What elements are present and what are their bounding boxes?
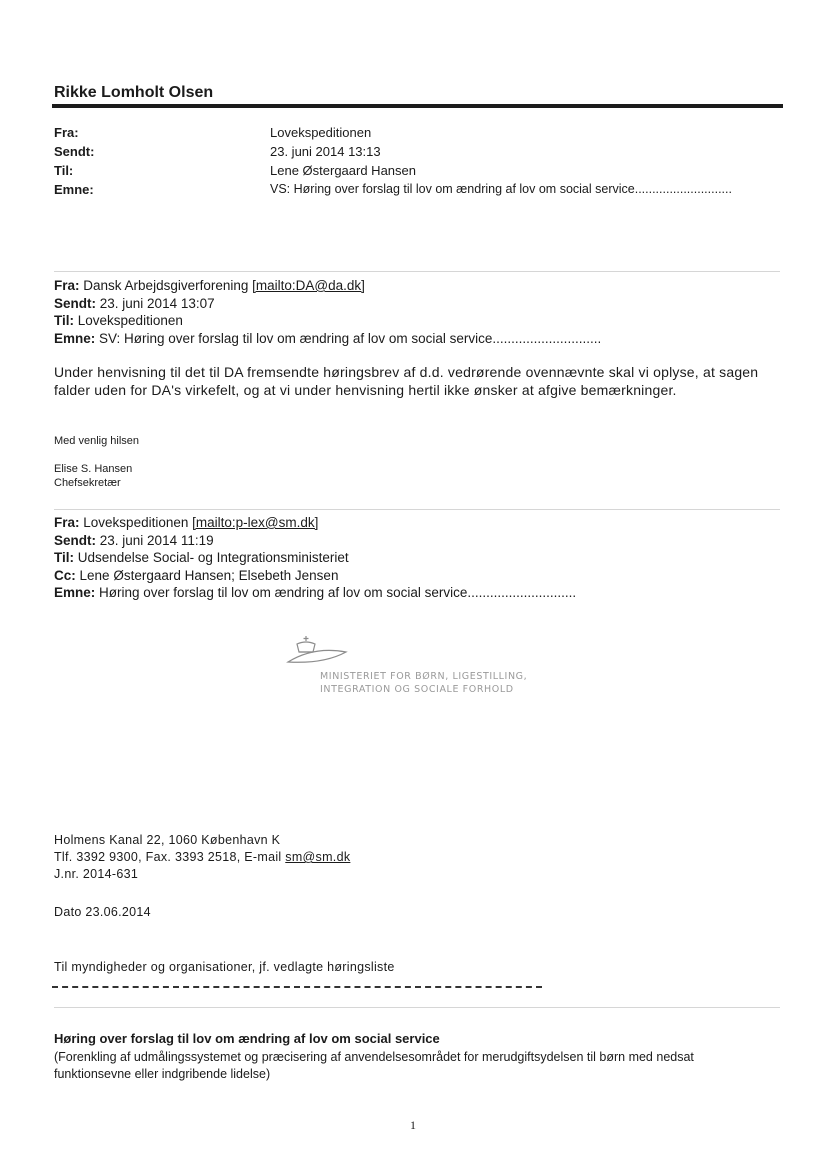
email2-sendt-label: Sendt: xyxy=(54,532,96,548)
email1-sendt-label: Sendt: xyxy=(54,295,96,311)
email1-signature xyxy=(54,462,132,490)
email1-emne-label: Emne: xyxy=(54,330,96,346)
email1-body: Under henvisning til det til DA fremsendte høringsbrev af d.d. vedrørende ovennævnte skal vi oplyse, at sagen falder uden for DA's virkefelt, og at vi under henvisning hertil ikke ønsker at afgive bemærkninger. xyxy=(54,364,759,398)
dashed-divider xyxy=(52,986,542,988)
address-line: Holmens Kanal 22, 1060 København K xyxy=(54,833,281,847)
divider xyxy=(54,509,780,510)
email2-til-value: Udsendelse Social- og Integrationsministeriet xyxy=(77,550,349,565)
sendt-value: 23. juni 2014 13:13 xyxy=(270,144,381,159)
emne-value: VS: Høring over forslag til lov om ændring af lov om social service............................ xyxy=(270,182,732,196)
ministry-line1: MINISTERIET FOR BØRN, LIGESTILLING, xyxy=(320,671,528,682)
email2-emne-value: Høring over forslag til lov om ændring af lov om social service............................. xyxy=(99,585,577,600)
email2-cc-label: Cc: xyxy=(54,567,76,583)
header-rule xyxy=(52,104,783,108)
sender-name: Rikke Lomholt Olsen xyxy=(54,84,214,101)
email1-fra-label: Fra: xyxy=(54,278,80,293)
divider xyxy=(54,1007,780,1008)
ministry-name xyxy=(320,670,527,696)
page-number: 1 xyxy=(410,1118,416,1132)
email1-til-value: Lovekspeditionen xyxy=(77,313,183,328)
til-label: Til: xyxy=(54,163,74,178)
email1-mailto-link[interactable]: [mailto:DA@da.dk] xyxy=(252,278,365,293)
email2-fra-label: Fra: xyxy=(54,515,80,530)
email2-emne-label: Emne: xyxy=(54,585,96,600)
email1-header xyxy=(54,277,601,347)
email2-cc-value: Lene Østergaard Hansen; Elsebeth Jensen xyxy=(79,567,339,583)
email2-mailto-link[interactable]: [mailto:p-lex@sm.dk] xyxy=(192,515,319,530)
email1-fra-value: Dansk Arbejdsgiverforening xyxy=(83,278,249,293)
email2-header xyxy=(54,514,576,602)
email-link[interactable]: sm@sm.dk xyxy=(285,850,351,864)
fra-value: Lovekspeditionen xyxy=(270,125,372,140)
hearing-title: Høring over forslag til lov om ændring af lov om social service xyxy=(54,1031,440,1046)
hearing-description: (Forenkling af udmålingssystemet og præcisering af anvendelsesområdet for merudgiftsydelsen til børn med nedsat funktionsevne eller indgribende lidelse) xyxy=(54,1050,694,1081)
email1-emne-value: SV: Høring over forslag til lov om ændring af lov om social service............................. xyxy=(99,330,602,346)
email2-fra-value: Lovekspeditionen xyxy=(83,515,189,530)
email1-til-label: Til: xyxy=(54,313,74,328)
email1-sendt-value: 23. juni 2014 13:07 xyxy=(99,295,215,311)
phone-line: Tlf. 3392 9300, Fax. 3393 2518, E-mail xyxy=(54,850,286,864)
divider xyxy=(54,271,780,272)
email2-sendt-value: 23. juni 2014 11:19 xyxy=(99,532,214,548)
email2-til-label: Til: xyxy=(54,550,74,565)
signature-name: Elise S. Hansen xyxy=(54,463,133,475)
date-line: Dato 23.06.2014 xyxy=(54,905,151,919)
til-value: Lene Østergaard Hansen xyxy=(270,163,416,178)
sendt-label: Sendt: xyxy=(54,144,95,159)
journal-number: J.nr. 2014-631 xyxy=(54,867,139,881)
fra-label: Fra: xyxy=(54,125,79,140)
email1-greeting: Med venlig hilsen xyxy=(54,435,139,447)
ministry-line2: INTEGRATION OG SOCIALE FORHOLD xyxy=(320,684,514,695)
recipients-line: Til myndigheder og organisationer, jf. vedlagte høringsliste xyxy=(54,960,395,974)
signature-title: Chefsekretær xyxy=(54,477,121,489)
address-block xyxy=(54,832,350,883)
emne-label: Emne: xyxy=(54,182,94,197)
